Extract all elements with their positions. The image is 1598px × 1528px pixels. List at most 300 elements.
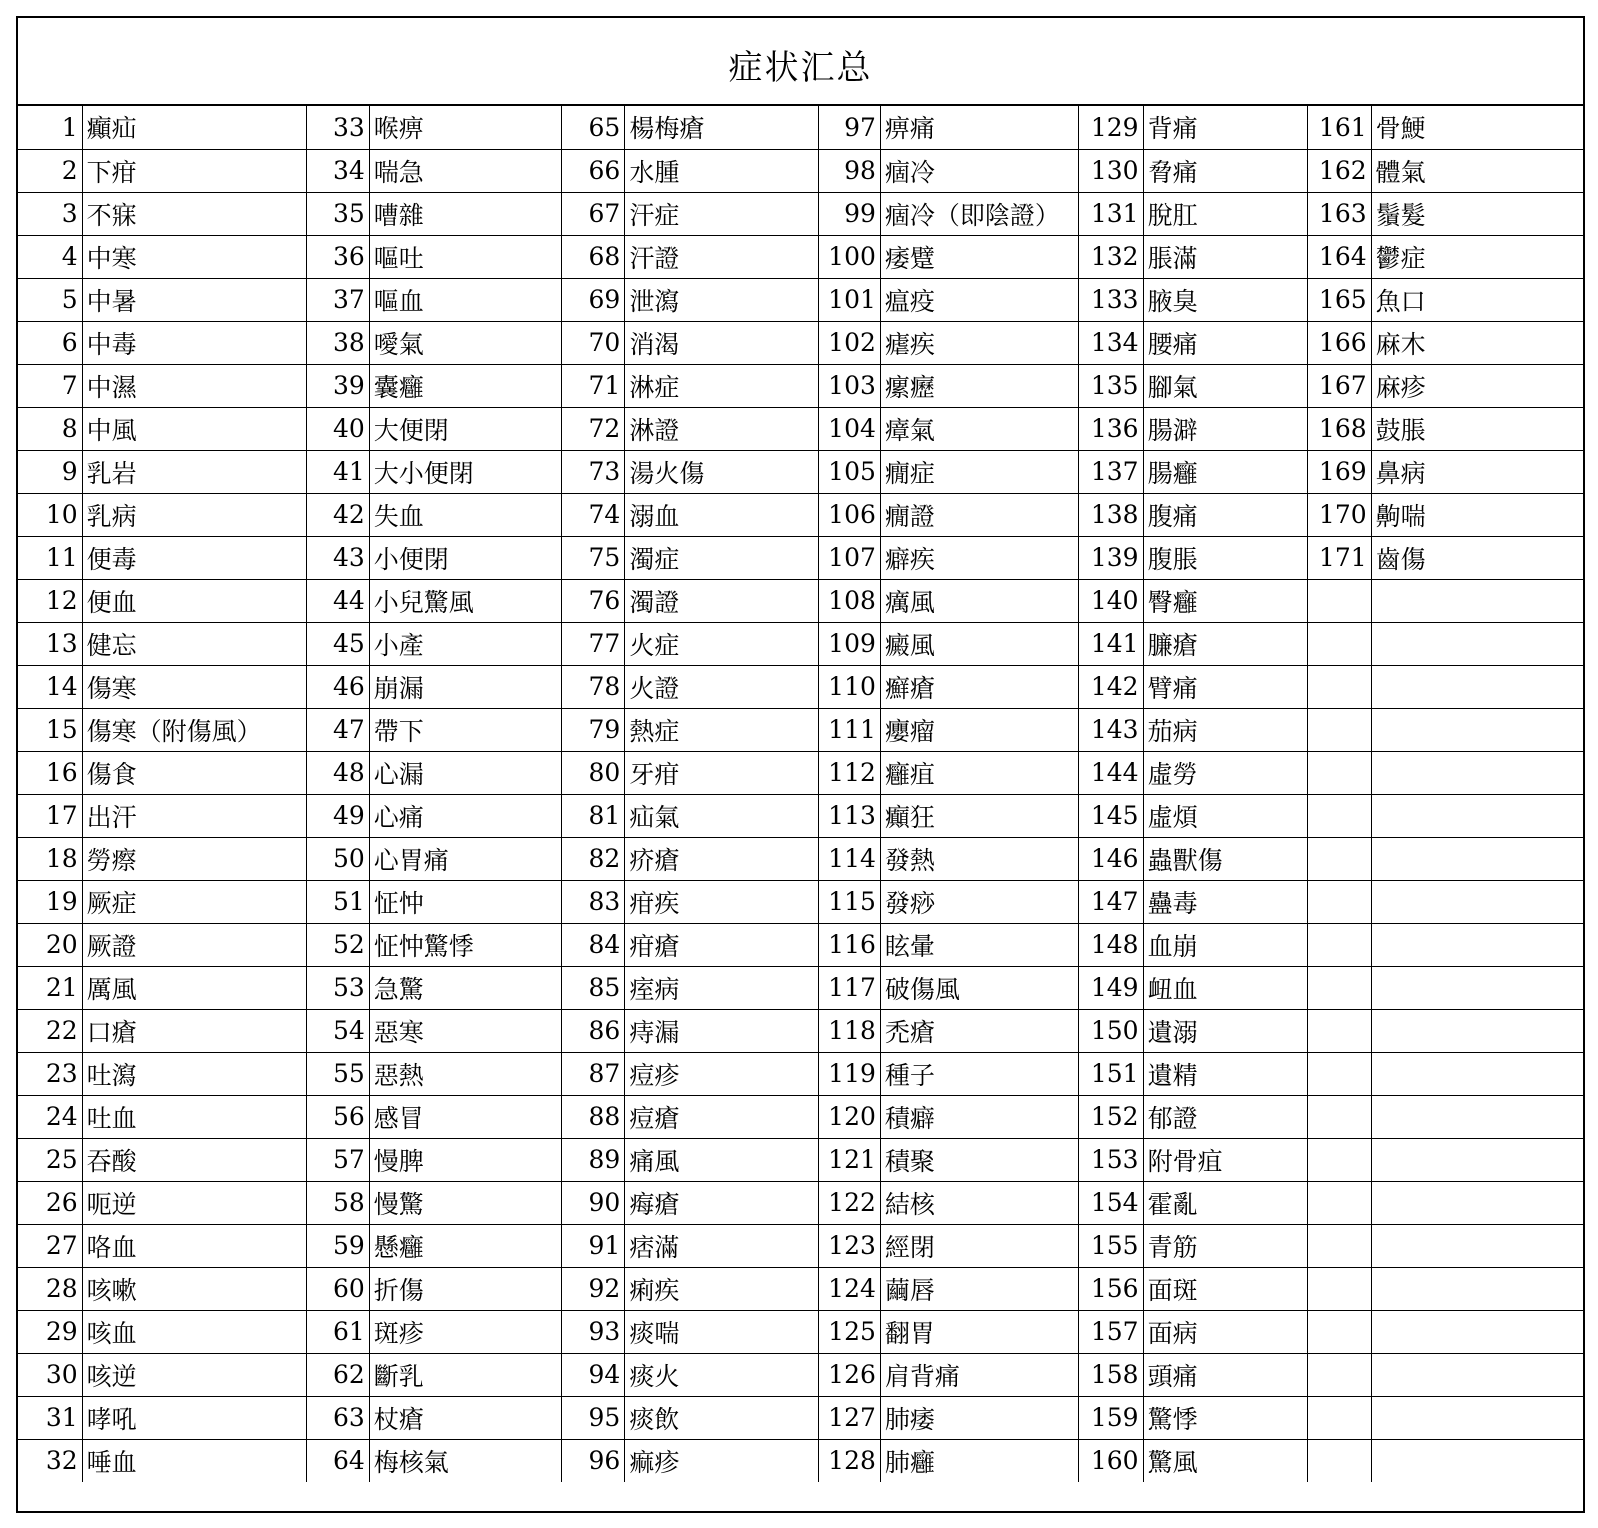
symptom-number: 31 [18, 1396, 82, 1439]
symptom-name: 虛勞 [1143, 751, 1307, 794]
table-row [18, 1009, 1583, 1052]
symptom-number: 119 [818, 1052, 880, 1095]
symptom-number: 46 [306, 665, 369, 708]
symptom-number: 33 [306, 106, 369, 149]
symptom-name: 牙疳 [625, 751, 818, 794]
symptom-number: 101 [818, 278, 880, 321]
symptom-number: 148 [1079, 923, 1143, 966]
symptom-number: 19 [18, 880, 82, 923]
symptom-number: 109 [818, 622, 880, 665]
symptom-number: 10 [18, 493, 82, 536]
symptom-name: 遺精 [1143, 1052, 1307, 1095]
symptom-name: 嘔吐 [369, 235, 561, 278]
symptom-number: 64 [306, 1439, 369, 1482]
symptom-name [1371, 708, 1583, 751]
symptom-number: 42 [306, 493, 369, 536]
symptom-name: 發痧 [880, 880, 1079, 923]
symptom-name: 痰火 [625, 1353, 818, 1396]
symptom-name: 腰痛 [1143, 321, 1307, 364]
symptom-name: 痼冷（即陰證） [880, 192, 1079, 235]
symptom-number: 165 [1307, 278, 1371, 321]
symptom-number: 32 [18, 1439, 82, 1482]
symptom-number: 55 [306, 1052, 369, 1095]
symptom-name: 癲狂 [880, 794, 1079, 837]
symptom-name: 瘟疫 [880, 278, 1079, 321]
symptom-name: 勞瘵 [82, 837, 306, 880]
symptom-name: 脅痛 [1143, 149, 1307, 192]
symptom-name: 脫肛 [1143, 192, 1307, 235]
symptom-name: 痘瘡 [625, 1095, 818, 1138]
table-row [18, 1224, 1583, 1267]
symptom-name: 嘈雜 [369, 192, 561, 235]
symptom-name: 癭瘤 [880, 708, 1079, 751]
symptom-number [1307, 751, 1371, 794]
symptom-name: 健忘 [82, 622, 306, 665]
symptom-number: 38 [306, 321, 369, 364]
symptom-number: 63 [306, 1396, 369, 1439]
symptom-number: 135 [1079, 364, 1143, 407]
table-row [18, 192, 1583, 235]
table-row [18, 321, 1583, 364]
symptom-number: 25 [18, 1138, 82, 1181]
symptom-name: 唾血 [82, 1439, 306, 1482]
symptom-name: 不寐 [82, 192, 306, 235]
symptom-name: 瘧疾 [880, 321, 1079, 364]
symptom-name: 小便閉 [369, 536, 561, 579]
table-row [18, 235, 1583, 278]
symptom-number: 169 [1307, 450, 1371, 493]
symptom-number: 114 [818, 837, 880, 880]
symptom-name: 蠱毒 [1143, 880, 1307, 923]
table-row [18, 966, 1583, 1009]
symptom-name: 腹痛 [1143, 493, 1307, 536]
symptom-name: 脹滿 [1143, 235, 1307, 278]
symptom-name: 咳嗽 [82, 1267, 306, 1310]
symptom-number: 27 [18, 1224, 82, 1267]
symptom-number [1307, 708, 1371, 751]
symptom-number: 115 [818, 880, 880, 923]
symptom-name: 火證 [625, 665, 818, 708]
symptom-name: 濁證 [625, 579, 818, 622]
symptom-number [1307, 923, 1371, 966]
symptom-name [1371, 1181, 1583, 1224]
symptom-number: 45 [306, 622, 369, 665]
symptom-number: 131 [1079, 192, 1143, 235]
symptom-name: 斑疹 [369, 1310, 561, 1353]
symptom-number: 54 [306, 1009, 369, 1052]
symptom-number: 143 [1079, 708, 1143, 751]
symptom-number: 130 [1079, 149, 1143, 192]
symptom-number: 50 [306, 837, 369, 880]
symptom-number [1307, 966, 1371, 1009]
symptom-number: 98 [818, 149, 880, 192]
symptom-number: 11 [18, 536, 82, 579]
symptom-number: 53 [306, 966, 369, 1009]
symptom-name: 鬱症 [1371, 235, 1583, 278]
symptom-number: 127 [818, 1396, 880, 1439]
symptom-name [1371, 579, 1583, 622]
symptom-name: 霍亂 [1143, 1181, 1307, 1224]
symptom-name: 疥瘡 [625, 837, 818, 880]
table-row [18, 708, 1583, 751]
symptom-name: 麻木 [1371, 321, 1583, 364]
symptom-name: 衄血 [1143, 966, 1307, 1009]
symptom-name: 呃逆 [82, 1181, 306, 1224]
symptom-number: 83 [562, 880, 625, 923]
symptom-name [1371, 1052, 1583, 1095]
symptom-name: 齒傷 [1371, 536, 1583, 579]
symptom-name: 乳岩 [82, 450, 306, 493]
symptom-name: 汗證 [625, 235, 818, 278]
symptom-name: 出汗 [82, 794, 306, 837]
symptom-name: 痿躄 [880, 235, 1079, 278]
symptom-name: 腸癰 [1143, 450, 1307, 493]
symptom-number: 136 [1079, 407, 1143, 450]
symptom-name: 崩漏 [369, 665, 561, 708]
symptom-number: 21 [18, 966, 82, 1009]
symptom-number: 161 [1307, 106, 1371, 149]
symptom-number: 36 [306, 235, 369, 278]
symptom-name: 慢脾 [369, 1138, 561, 1181]
symptom-name: 吐血 [82, 1095, 306, 1138]
symptom-number: 106 [818, 493, 880, 536]
symptom-name: 失血 [369, 493, 561, 536]
symptom-number: 171 [1307, 536, 1371, 579]
symptom-number: 129 [1079, 106, 1143, 149]
symptom-name: 乳病 [82, 493, 306, 536]
symptom-name: 麻疹 [1371, 364, 1583, 407]
symptom-number: 163 [1307, 192, 1371, 235]
table-row [18, 1353, 1583, 1396]
symptom-name: 面斑 [1143, 1267, 1307, 1310]
symptom-name: 口瘡 [82, 1009, 306, 1052]
symptom-number [1307, 794, 1371, 837]
symptom-number [1307, 1009, 1371, 1052]
symptom-number: 22 [18, 1009, 82, 1052]
symptom-name: 痲疹 [625, 1439, 818, 1482]
symptom-name: 腳氣 [1143, 364, 1307, 407]
symptom-number: 137 [1079, 450, 1143, 493]
symptom-name [1371, 1095, 1583, 1138]
symptom-number: 166 [1307, 321, 1371, 364]
symptom-name: 喘急 [369, 149, 561, 192]
symptom-name: 癇證 [880, 493, 1079, 536]
symptom-number: 65 [562, 106, 625, 149]
symptom-name: 腸澼 [1143, 407, 1307, 450]
symptom-name: 附骨疽 [1143, 1138, 1307, 1181]
symptom-name [1371, 923, 1583, 966]
symptom-number: 6 [18, 321, 82, 364]
symptom-number: 150 [1079, 1009, 1143, 1052]
symptom-number: 141 [1079, 622, 1143, 665]
symptom-number: 121 [818, 1138, 880, 1181]
symptom-name: 折傷 [369, 1267, 561, 1310]
symptom-name: 溺血 [625, 493, 818, 536]
symptom-number: 49 [306, 794, 369, 837]
symptom-name: 青筋 [1143, 1224, 1307, 1267]
symptom-name: 癜風 [880, 622, 1079, 665]
symptom-number: 158 [1079, 1353, 1143, 1396]
symptom-name: 懸癰 [369, 1224, 561, 1267]
symptom-name: 便血 [82, 579, 306, 622]
symptom-name [1371, 1353, 1583, 1396]
symptom-name: 傷寒 [82, 665, 306, 708]
symptom-name: 肺痿 [880, 1396, 1079, 1439]
symptom-number: 97 [818, 106, 880, 149]
symptom-name [1371, 1439, 1583, 1482]
symptom-name: 咯血 [82, 1224, 306, 1267]
symptom-number: 59 [306, 1224, 369, 1267]
symptom-name: 痢疾 [625, 1267, 818, 1310]
symptom-number [1307, 1224, 1371, 1267]
symptom-number: 103 [818, 364, 880, 407]
symptom-number: 68 [562, 235, 625, 278]
symptom-name: 便毒 [82, 536, 306, 579]
symptom-number: 132 [1079, 235, 1143, 278]
symptom-number: 34 [306, 149, 369, 192]
title-row [18, 18, 1583, 106]
symptom-number: 1 [18, 106, 82, 149]
symptom-number: 80 [562, 751, 625, 794]
symptom-name: 癖疾 [880, 536, 1079, 579]
symptom-name: 心漏 [369, 751, 561, 794]
symptom-name: 腹脹 [1143, 536, 1307, 579]
symptom-number: 116 [818, 923, 880, 966]
symptom-number: 76 [562, 579, 625, 622]
symptom-name: 嘔血 [369, 278, 561, 321]
symptom-number: 62 [306, 1353, 369, 1396]
symptom-name: 痼冷 [880, 149, 1079, 192]
symptom-name: 帶下 [369, 708, 561, 751]
table-row [18, 665, 1583, 708]
symptom-name: 中濕 [82, 364, 306, 407]
symptom-number: 47 [306, 708, 369, 751]
symptom-number: 20 [18, 923, 82, 966]
symptom-number: 12 [18, 579, 82, 622]
symptom-number: 105 [818, 450, 880, 493]
symptom-number: 85 [562, 966, 625, 1009]
symptom-name: 痰飲 [625, 1396, 818, 1439]
symptom-number: 69 [562, 278, 625, 321]
symptom-number [1307, 1396, 1371, 1439]
symptom-name: 消渴 [625, 321, 818, 364]
symptom-name: 腋臭 [1143, 278, 1307, 321]
table-row [18, 493, 1583, 536]
symptom-name: 咳逆 [82, 1353, 306, 1396]
symptom-number: 164 [1307, 235, 1371, 278]
symptom-number: 154 [1079, 1181, 1143, 1224]
symptom-number [1307, 1439, 1371, 1482]
table-row [18, 364, 1583, 407]
symptom-number: 162 [1307, 149, 1371, 192]
symptom-name: 鼓脹 [1371, 407, 1583, 450]
symptom-name [1371, 1138, 1583, 1181]
symptom-number: 167 [1307, 364, 1371, 407]
symptom-name: 囊癰 [369, 364, 561, 407]
symptom-name: 淋證 [625, 407, 818, 450]
symptom-name: 痓病 [625, 966, 818, 1009]
symptom-number: 75 [562, 536, 625, 579]
symptom-name [1371, 1310, 1583, 1353]
symptom-number [1307, 622, 1371, 665]
symptom-number: 120 [818, 1095, 880, 1138]
symptom-table-sheet [16, 16, 1585, 1513]
symptom-name [1371, 751, 1583, 794]
symptom-name: 泄瀉 [625, 278, 818, 321]
symptom-number: 30 [18, 1353, 82, 1396]
symptom-name: 翻胃 [880, 1310, 1079, 1353]
symptom-name: 梅核氣 [369, 1439, 561, 1482]
symptom-number: 138 [1079, 493, 1143, 536]
symptom-name: 肺癰 [880, 1439, 1079, 1482]
symptom-name: 咳血 [82, 1310, 306, 1353]
symptom-number: 18 [18, 837, 82, 880]
symptom-name: 種子 [880, 1052, 1079, 1095]
symptom-name: 淋症 [625, 364, 818, 407]
symptom-name: 湯火傷 [625, 450, 818, 493]
symptom-number: 149 [1079, 966, 1143, 1009]
symptom-number: 100 [818, 235, 880, 278]
symptom-number: 140 [1079, 579, 1143, 622]
symptom-number: 159 [1079, 1396, 1143, 1439]
symptom-number: 8 [18, 407, 82, 450]
symptom-name: 汗症 [625, 192, 818, 235]
table-row [18, 1138, 1583, 1181]
symptom-number: 91 [562, 1224, 625, 1267]
symptom-name: 傷食 [82, 751, 306, 794]
symptom-number: 28 [18, 1267, 82, 1310]
symptom-number: 3 [18, 192, 82, 235]
symptom-number [1307, 665, 1371, 708]
symptom-name: 小兒驚風 [369, 579, 561, 622]
symptom-number: 168 [1307, 407, 1371, 450]
symptom-name: 疳瘡 [625, 923, 818, 966]
table-row [18, 794, 1583, 837]
symptom-number: 96 [562, 1439, 625, 1482]
symptom-number: 24 [18, 1095, 82, 1138]
symptom-number: 151 [1079, 1052, 1143, 1095]
symptom-number: 66 [562, 149, 625, 192]
symptom-number: 124 [818, 1267, 880, 1310]
symptom-name: 斷乳 [369, 1353, 561, 1396]
symptom-number: 74 [562, 493, 625, 536]
symptom-number: 72 [562, 407, 625, 450]
symptom-name: 繭唇 [880, 1267, 1079, 1310]
symptom-number: 16 [18, 751, 82, 794]
symptom-name: 臀癰 [1143, 579, 1307, 622]
symptom-number [1307, 1138, 1371, 1181]
symptom-number [1307, 1052, 1371, 1095]
symptom-number: 79 [562, 708, 625, 751]
symptom-name [1371, 1224, 1583, 1267]
symptom-number: 56 [306, 1095, 369, 1138]
symptom-name: 發熱 [880, 837, 1079, 880]
table-row [18, 407, 1583, 450]
symptom-name: 火症 [625, 622, 818, 665]
symptom-number: 107 [818, 536, 880, 579]
symptom-number: 52 [306, 923, 369, 966]
symptom-name: 慢驚 [369, 1181, 561, 1224]
symptom-name: 噯氣 [369, 321, 561, 364]
symptom-name: 背痛 [1143, 106, 1307, 149]
symptom-number: 152 [1079, 1095, 1143, 1138]
symptom-number [1307, 1267, 1371, 1310]
symptom-number: 67 [562, 192, 625, 235]
symptom-number: 77 [562, 622, 625, 665]
symptom-number: 43 [306, 536, 369, 579]
table-row [18, 106, 1583, 149]
symptom-number: 95 [562, 1396, 625, 1439]
symptom-name: 積聚 [880, 1138, 1079, 1181]
symptom-number [1307, 1181, 1371, 1224]
symptom-number: 40 [306, 407, 369, 450]
symptom-name: 厥證 [82, 923, 306, 966]
symptom-number [1307, 1310, 1371, 1353]
symptom-number [1307, 880, 1371, 923]
symptom-number: 4 [18, 235, 82, 278]
symptom-number: 93 [562, 1310, 625, 1353]
symptom-name: 中寒 [82, 235, 306, 278]
symptom-number: 73 [562, 450, 625, 493]
symptom-number: 128 [818, 1439, 880, 1482]
symptom-number: 78 [562, 665, 625, 708]
table-row [18, 1095, 1583, 1138]
symptom-number: 13 [18, 622, 82, 665]
symptom-name: 中風 [82, 407, 306, 450]
symptom-name: 郁證 [1143, 1095, 1307, 1138]
symptom-number: 2 [18, 149, 82, 192]
symptom-number: 17 [18, 794, 82, 837]
symptom-name: 吞酸 [82, 1138, 306, 1181]
symptom-name: 結核 [880, 1181, 1079, 1224]
symptom-number: 94 [562, 1353, 625, 1396]
symptom-name: 惡寒 [369, 1009, 561, 1052]
symptom-number: 134 [1079, 321, 1143, 364]
symptom-name: 虛煩 [1143, 794, 1307, 837]
symptom-number: 9 [18, 450, 82, 493]
symptom-number: 84 [562, 923, 625, 966]
symptom-number: 122 [818, 1181, 880, 1224]
symptom-name: 癰疽 [880, 751, 1079, 794]
symptom-table [18, 106, 1583, 1482]
symptom-number: 60 [306, 1267, 369, 1310]
table-row [18, 880, 1583, 923]
symptom-name: 面病 [1143, 1310, 1307, 1353]
symptom-number: 144 [1079, 751, 1143, 794]
symptom-name: 臁瘡 [1143, 622, 1307, 665]
symptom-name: 杖瘡 [369, 1396, 561, 1439]
symptom-number: 35 [306, 192, 369, 235]
symptom-name: 哮吼 [82, 1396, 306, 1439]
symptom-name [1371, 622, 1583, 665]
symptom-name: 急驚 [369, 966, 561, 1009]
table-row [18, 837, 1583, 880]
symptom-name: 鼻病 [1371, 450, 1583, 493]
symptom-name: 楊梅瘡 [625, 106, 818, 149]
page-title: 症状汇总 [728, 47, 873, 88]
table-row [18, 1181, 1583, 1224]
symptom-number: 133 [1079, 278, 1143, 321]
symptom-name: 大小便閉 [369, 450, 561, 493]
symptom-name: 瘰癧 [880, 364, 1079, 407]
symptom-number: 92 [562, 1267, 625, 1310]
symptom-name: 瘴氣 [880, 407, 1079, 450]
symptom-name: 疝氣 [625, 794, 818, 837]
table-row [18, 1439, 1583, 1482]
symptom-name: 大便閉 [369, 407, 561, 450]
symptom-name: 肩背痛 [880, 1353, 1079, 1396]
symptom-name: 癘風 [880, 579, 1079, 622]
